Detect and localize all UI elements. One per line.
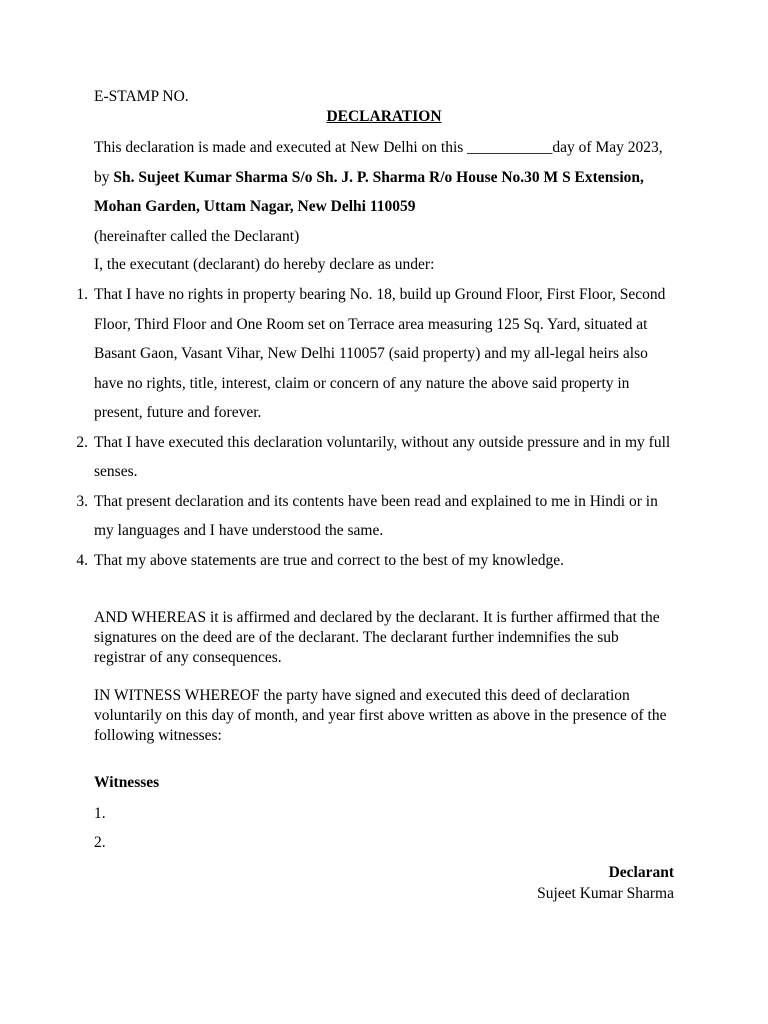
list-item	[60, 487, 680, 546]
witness-one: 1.	[94, 805, 106, 822]
item-number: 2.	[76, 433, 88, 451]
item-text: That I have executed this declaration voluntarily, without any outside pressure and in my full senses.	[94, 433, 671, 480]
estamp-label: E-STAMP NO.	[94, 88, 189, 105]
declarant-details: Sh. Sujeet Kumar Sharma S/o Sh. J. P. Sharma R/o House No.30 M S Extension, Mohan Garden, Uttam Nagar, New Delhi 110059	[94, 168, 644, 215]
signature-label: Declarant	[608, 864, 674, 881]
witness-paragraph: IN WITNESS WHEREOF the party have signed and executed this deed of declaration voluntarily on this day of month, and year first above written as above in the presence of the following witnesses:	[94, 687, 667, 744]
intro-text: This declaration is made and executed at New Delhi on this ___________day of May 2023, by	[94, 139, 663, 186]
item-text: That present declaration and its contents have been read and explained to me in Hindi or in my languages and I have understood the same.	[94, 492, 658, 539]
item-number: 1.	[76, 286, 88, 303]
declare-line: I, the executant (declarant) do hereby declare as under:	[94, 256, 435, 273]
list-item	[60, 280, 680, 428]
witnesses-heading: Witnesses	[94, 774, 160, 791]
item-number: 3.	[76, 492, 88, 510]
list-item	[60, 428, 680, 487]
list-item	[60, 546, 680, 576]
declaration-items	[60, 280, 680, 575]
item-text: That I have no rights in property bearing No. 18, build up Ground Floor, First Floor, Second Floor, Third Floor and One Room set on Terrace area measuring 125 Sq. Yard, situated at Basant Gaon, Vasant Vihar, New Delhi 110057 (said property) and my all-legal heirs also have no rights, title, interest, claim or concern of any nature the above said property in present, future and forever.	[94, 286, 666, 421]
intro-end: (hereinafter called the Declarant)	[94, 227, 300, 245]
witness-two: 2.	[94, 834, 106, 851]
whereas-paragraph: AND WHEREAS it is affirmed and declared by the declarant. It is further affirmed that the signatures on the deed are of the declarant. The declarant further indemnifies the sub registrar of any consequences.	[94, 609, 660, 666]
signature-block	[537, 862, 674, 904]
item-text: That my above statements are true and correct to the best of my knowledge.	[94, 551, 565, 569]
item-number: 4.	[76, 551, 88, 569]
signature-name: Sujeet Kumar Sharma	[537, 885, 674, 902]
document-title: DECLARATION	[326, 108, 442, 125]
intro-paragraph	[94, 133, 674, 251]
